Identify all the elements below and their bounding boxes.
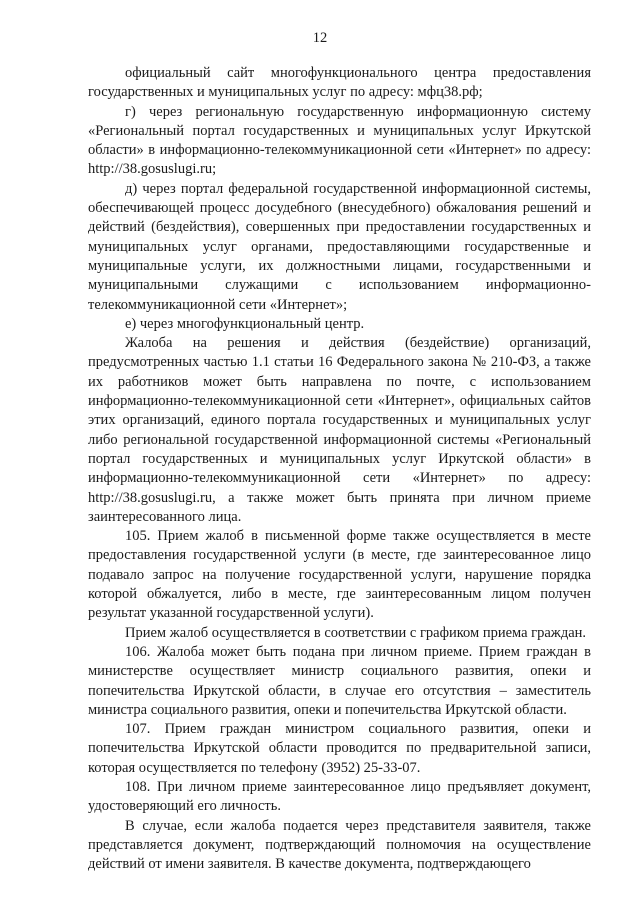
document-body (88, 64, 591, 874)
paragraph-106: 106. Жалоба может быть подана при личном приеме. Прием граждан в министерстве осуществляет министр социального развития, опеки и попечительства Иркутской области, в случае его отсутствия – заместитель министра социального развития, опеки и попечительства Иркутской области. (88, 643, 591, 718)
paragraph-108: 108. При личном приеме заинтересованное лицо предъявляет документ, удостоверяющий его личность. (88, 778, 591, 815)
paragraph-105: 105. Прием жалоб в письменной форме также осуществляется в месте предоставления государственной услуги (в месте, где заинтересованное лицо подавало запрос на получение государственной услуги, нарушение порядка которой обжалуется, либо в месте, где заинтересованным лицом получен результат указанной государственной услуги). (88, 528, 591, 622)
page-number: 12 (312, 30, 328, 46)
paragraph-complaint-organizations: Жалоба на решения и действия (бездействие) организаций, предусмотренных частью 1.1 статьи 16 Федерального закона № 210-ФЗ, а также их работников может быть направлена по почте, с использованием информационно-телекоммуникационной сети «Интернет», официальных сайтов этих организаций, единого портала государственных и муниципальных услуг либо региональной государственной информационной системы «Региональный портал государственных и муниципальных услуг Иркутской области» в информационно-телекоммуникационной сети «Интернет» по адресу: http://38.gosuslugi.ru, а также может быть принята при личном приеме заинтересованного лица. (88, 335, 591, 525)
paragraph-item-e: е) через многофункциональный центр. (125, 315, 365, 332)
paragraph-representative: В случае, если жалоба подается через представителя заявителя, также представляется документ, подтверждающий полномочия на осуществление действий от имени заявителя. В качестве документа, подтверждающего (88, 817, 591, 873)
paragraph-reception-schedule: Прием жалоб осуществляется в соответствии с графиком приема граждан. (125, 624, 587, 641)
paragraph-item-g: г) через региональную государственную информационную систему «Региональный портал государственных и муниципальных услуг Иркутской области» в информационно-телекоммуникационной сети «Интернет» по адресу: http://38.gosuslugi.ru; (88, 103, 591, 178)
paragraph-mfc-site: официальный сайт многофункционального центра предоставления государственных и муниципальных услуг по адресу: мфц38.рф; (88, 65, 591, 101)
paragraph-107: 107. Прием граждан министром социального развития, опеки и попечительства Иркутской области проводится по предварительной записи, которая осуществляется по телефону (3952) 25-33-07. (88, 721, 591, 776)
paragraph-item-d: д) через портал федеральной государственной информационной системы, обеспечивающей процесс досудебного (внесудебного) обжалования решений и действий (бездействия), совершенных при предоставлении государственных и муниципальных услуг органами, предоставляющими государственные и муниципальные услуги, их должностными лицами, государственными и муниципальными служащими с использованием информационно-телекоммуникационной сети «Интернет»; (88, 180, 591, 313)
